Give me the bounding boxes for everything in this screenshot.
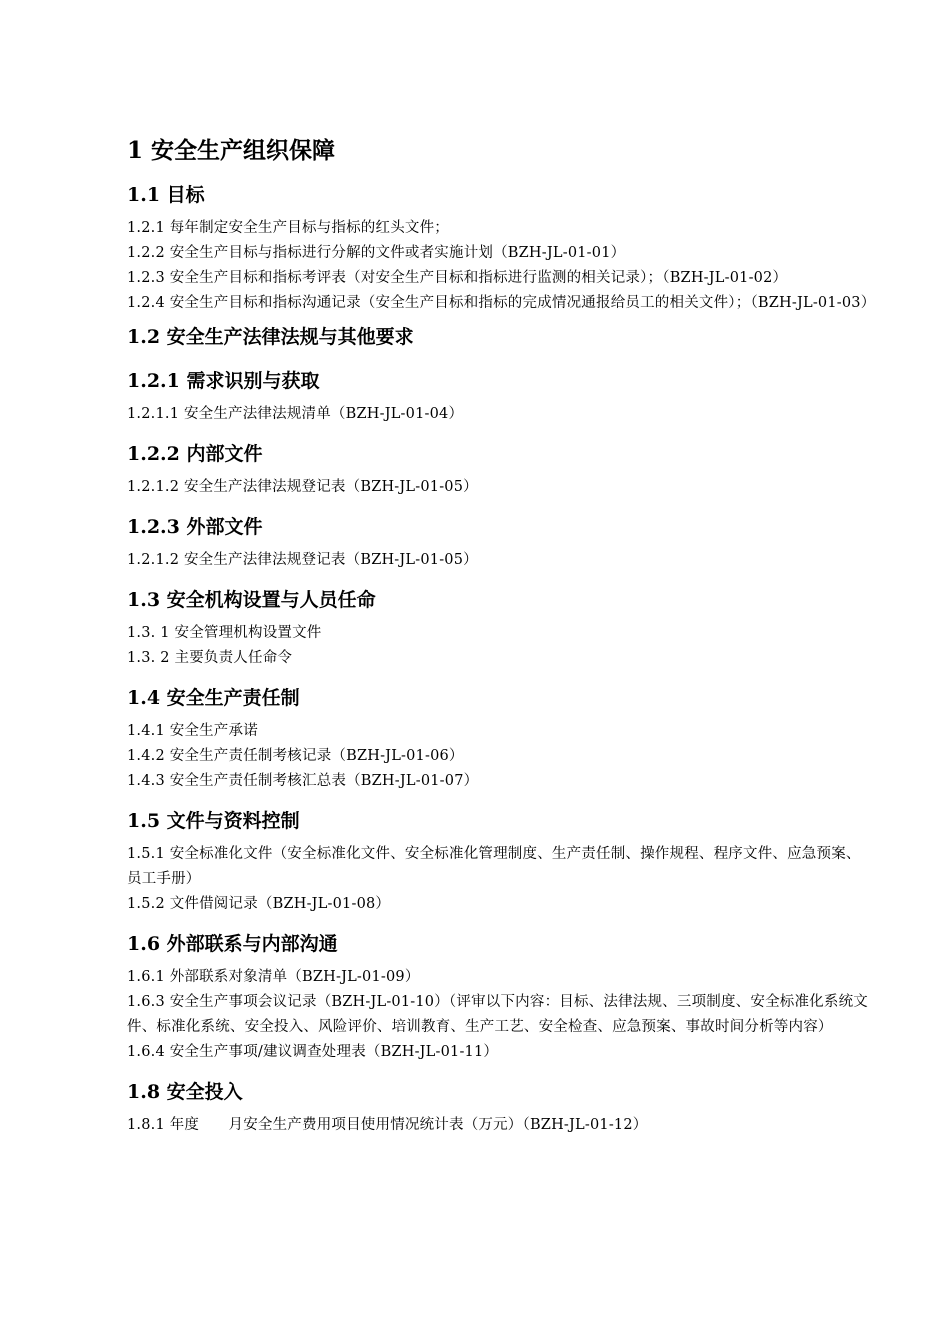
list-item: 1.6.4 安全生产事项/建议调查处理表（BZH-JL-01-11） [127,1044,499,1060]
section-1-3 [127,587,872,671]
document-page [127,136,876,1146]
list-item: 1.2.3 安全生产目标和指标考评表（对安全生产目标和指标进行监测的相关记录）；（BZH-JL-01-02） [127,270,788,286]
list-item: 1.6.1 外部联系对象清单（BZH-JL-01-09） [127,969,420,985]
list-item: 1.5.1 安全标准化文件（安全标准化文件、安全标准化管理制度、生产责任制、操作规程、程序文件、应急预案、员工手册） [127,846,861,887]
section-1-4 [127,685,872,794]
list-item: 1.4.3 安全生产责任制考核汇总表（BZH-JL-01-07） [127,773,479,789]
section-heading: 1.8 安全投入 [127,1081,243,1103]
subsection-heading: 1.2.2 内部文件 [127,443,263,465]
section-1-8 [127,1079,872,1138]
section-heading: 1.2 安全生产法律法规与其他要求 [127,326,414,348]
section-1-1 [127,182,876,316]
section-heading: 1.3 安全机构设置与人员任命 [127,589,376,611]
list-item: 1.8.1 年度 月安全生产费用项目使用情况统计表（万元）（BZH-JL-01-12） [127,1117,648,1133]
list-item: 1.2.1.2 安全生产法律法规登记表（BZH-JL-01-05） [127,479,478,495]
section-1-6 [127,931,872,1065]
list-item: 1.2.2 安全生产目标与指标进行分解的文件或者实施计划（BZH-JL-01-01） [127,245,626,261]
list-item: 1.2.4 安全生产目标和指标沟通记录（安全生产目标和指标的完成情况通报给员工的相关文件）；（BZH-JL-01-03） [127,295,876,311]
section-heading: 1.4 安全生产责任制 [127,687,300,709]
list-item: 1.3. 2 主要负责人任命令 [127,650,293,666]
list-item: 1.2.1 每年制定安全生产目标与指标的红头文件； [127,220,450,236]
list-item: 1.6.3 安全生产事项会议记录（BZH-JL-01-10）（评审以下内容：目标、法律法规、三项制度、安全标准化系统文件、标准化系统、安全投入、风险评价、培训教育、生产工艺、安全检查、应急预案、事故时间分析等内容） [127,994,868,1035]
list-item: 1.4.2 安全生产责任制考核记录（BZH-JL-01-06） [127,748,464,764]
list-item: 1.3. 1 安全管理机构设置文件 [127,625,322,641]
section-heading: 1.5 文件与资料控制 [127,810,300,832]
list-item: 1.2.1.1 安全生产法律法规清单（BZH-JL-01-04） [127,406,464,422]
section-1-5 [127,808,872,917]
document-title: 1 安全生产组织保障 [127,137,336,164]
list-item: 1.4.1 安全生产承诺 [127,723,258,739]
subsection-heading: 1.2.3 外部文件 [127,516,263,538]
section-1-2 [127,324,872,573]
section-heading: 1.1 目标 [127,184,205,206]
list-item: 1.2.1.2 安全生产法律法规登记表（BZH-JL-01-05） [127,552,478,568]
section-heading: 1.6 外部联系与内部沟通 [127,933,338,955]
list-item: 1.5.2 文件借阅记录（BZH-JL-01-08） [127,896,391,912]
subsection-heading: 1.2.1 需求识别与获取 [127,370,320,392]
